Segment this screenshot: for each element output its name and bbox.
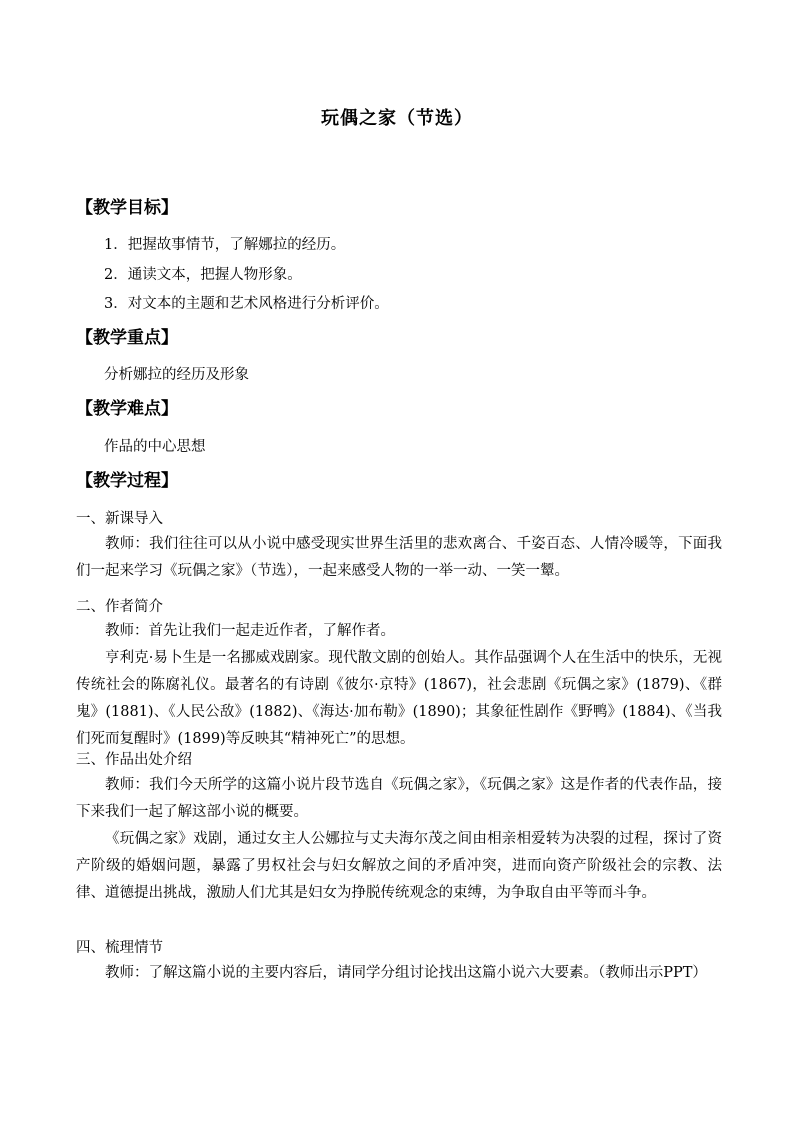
difficulties-heading: 【教学难点】	[76, 399, 178, 419]
source-paragraph-2: 《玩偶之家》戏剧，通过女主人公娜拉与丈夫海尔茂之间由相亲相爱转为决裂的过程，探讨了资产阶级的婚姻问题，暴露了男权社会与妇女解放之间的矛盾冲突，进而向资产阶级社会的宗教、法律、道德提出挑战，激励人们尤其是妇女为挣脱传统观念的束缚，为争取自由平等而斗争。	[76, 831, 722, 901]
process-heading: 【教学过程】	[76, 471, 178, 491]
objectives-heading: 【教学目标】	[76, 198, 178, 218]
objective-item: 3．对文本的主题和艺术风格进行分析评价。	[104, 296, 389, 312]
objective-item: 2．通读文本，把握人物形象。	[104, 267, 302, 283]
intro-paragraph: 教师：我们往往可以从小说中感受现实世界生活里的悲欢离合、千姿百态、人情冷暖等，下面我们一起来学习《玩偶之家》（节选），一起来感受人物的一举一动、一笑一颦。	[76, 536, 722, 579]
difficulties-text: 作品的中心思想	[104, 439, 206, 455]
objective-item: 1．把握故事情节，了解娜拉的经历。	[104, 237, 346, 253]
section-title-plot: 四、梳理情节	[76, 940, 163, 956]
author-paragraph-1: 教师：首先让我们一起走近作者，了解作者。	[105, 623, 395, 639]
section-title-author: 二、作者简介	[76, 599, 163, 615]
author-paragraph-2: 亨利克·易卜生是一名挪威戏剧家。现代散文剧的创始人。其作品强调个人在生活中的快乐，无视传统社会的陈腐礼仪。最著名的有诗剧《彼尔·京特》(1867)，社会悲剧《玩偶之家》(1879)、《群鬼》(1881)、《人民公敌》(1882)、《海达·加布勒》(1890)；其象征性剧作《野鸭》(1884)、《当我们死而复醒时》(1899)等反映其“精神死亡”的思想。	[76, 650, 722, 747]
source-paragraph-1: 教师：我们今天所学的这篇小说片段节选自《玩偶之家》，《玩偶之家》这是作者的代表作品，接下来我们一起了解这部小说的概要。	[76, 777, 722, 820]
section-title-source: 三、作品出处介绍	[76, 752, 192, 768]
plot-paragraph: 教师：了解这篇小说的主要内容后，请同学分组讨论找出这篇小说六大要素。（教师出示PPT）	[105, 965, 707, 981]
document-title: 玩偶之家（节选）	[321, 108, 473, 129]
key-points-heading: 【教学重点】	[76, 328, 178, 348]
key-points-text: 分析娜拉的经历及形象	[104, 367, 249, 383]
section-title-intro: 一、新课导入	[76, 511, 163, 527]
